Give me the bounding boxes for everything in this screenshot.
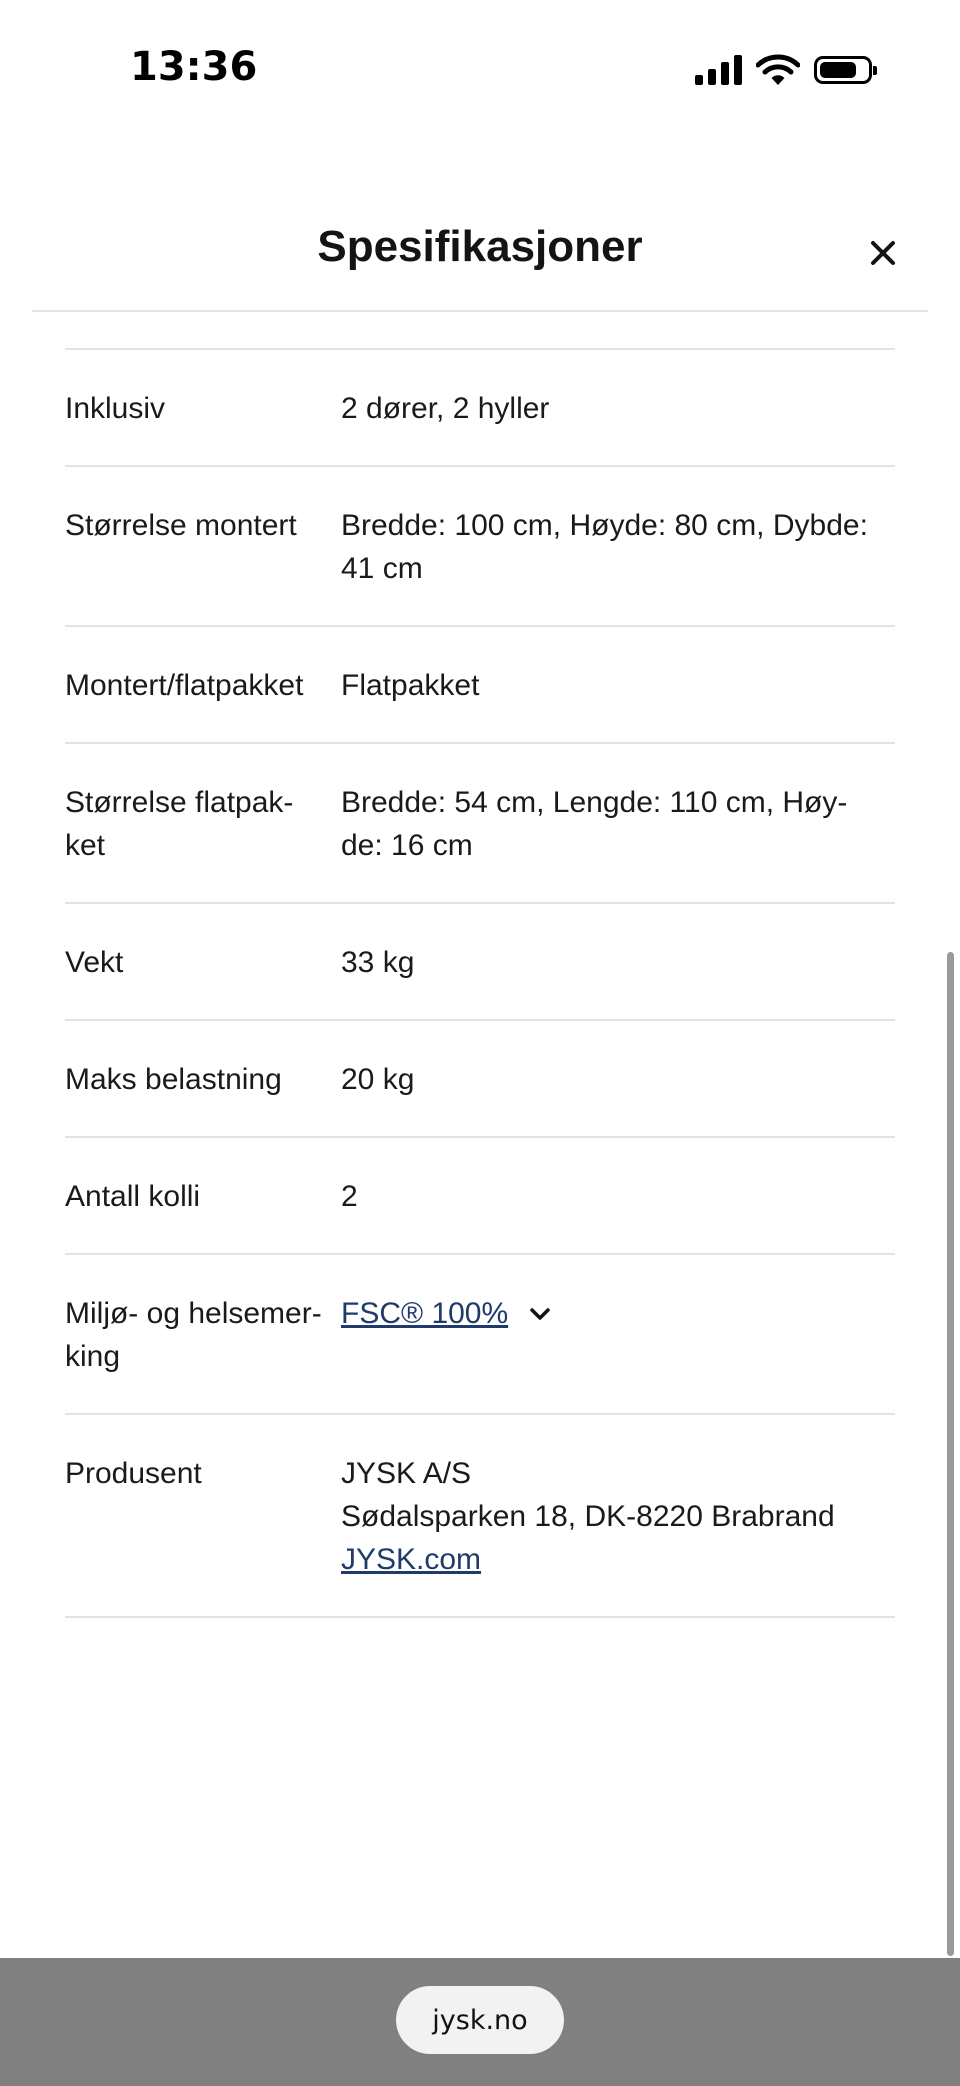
scrollbar[interactable] xyxy=(947,952,954,1956)
spec-value-line: Bredde: 100 cm, Høyde: 80 cm, Dybde: xyxy=(341,509,868,542)
status-icons xyxy=(695,50,872,90)
spec-row-storrelse-montert xyxy=(65,465,895,625)
spec-label: Produsent xyxy=(65,1457,202,1490)
close-button[interactable] xyxy=(856,226,910,280)
spec-value xyxy=(341,1452,895,1581)
battery-icon xyxy=(814,56,872,84)
spec-label xyxy=(65,1292,341,1378)
spec-value-line: de: 16 cm xyxy=(341,829,473,862)
fsc-link[interactable]: FSC® 100% xyxy=(341,1297,509,1330)
close-icon xyxy=(870,240,896,266)
spec-value: 20 kg xyxy=(341,1063,415,1096)
spec-row-montert-flatpakket xyxy=(65,625,895,742)
spec-list xyxy=(65,348,895,1618)
spec-label: Montert/flatpakket xyxy=(65,669,304,702)
spec-label-line: ket xyxy=(65,829,106,862)
spec-row-inklusiv xyxy=(65,348,895,465)
spec-value xyxy=(341,781,895,867)
spec-value: 2 xyxy=(341,1180,358,1213)
spec-value: 2 dører, 2 hyller xyxy=(341,392,550,425)
manufacturer-link[interactable]: JYSK.com xyxy=(341,1543,482,1576)
spec-row-antall-kolli xyxy=(65,1136,895,1253)
spec-row-storrelse-flatpakket xyxy=(65,742,895,902)
spec-label: Inklusiv xyxy=(65,392,166,425)
chevron-down-icon[interactable] xyxy=(526,1300,554,1328)
spec-label-line: Størrelse flatpak- xyxy=(65,786,294,819)
spec-label: Antall kolli xyxy=(65,1180,201,1213)
spec-value-line: 41 cm xyxy=(341,552,423,585)
sheet-header xyxy=(32,200,928,312)
spec-row-produsent xyxy=(65,1413,895,1618)
spec-value: 33 kg xyxy=(341,946,415,979)
spec-label-line: Miljø- og helsemer- xyxy=(65,1297,322,1330)
spec-label xyxy=(65,781,341,867)
status-time: 13:36 xyxy=(130,44,258,90)
spec-label: Maks belastning xyxy=(65,1063,282,1096)
spec-label: Størrelse montert xyxy=(65,509,297,542)
spec-label: Vekt xyxy=(65,946,124,979)
spec-value xyxy=(341,504,895,590)
spec-value-line: Bredde: 54 cm, Lengde: 110 cm, Høy- xyxy=(341,786,848,819)
eco-toggle[interactable] xyxy=(341,1292,895,1335)
manufacturer-address: Sødalsparken 18, DK-8220 Brabrand xyxy=(341,1500,835,1533)
signal-icon xyxy=(695,55,742,85)
wifi-icon xyxy=(756,53,800,87)
spec-row-miljo xyxy=(65,1253,895,1413)
spec-row-maks-belastning xyxy=(65,1019,895,1136)
manufacturer-name: JYSK A/S xyxy=(341,1457,472,1490)
browser-bar xyxy=(0,1958,960,2086)
spec-label-line: king xyxy=(65,1340,121,1373)
status-bar xyxy=(0,0,960,140)
spec-value: Flatpakket xyxy=(341,669,480,702)
sheet-title: Spesifikasjoner xyxy=(317,222,643,271)
url-pill[interactable]: jysk.no xyxy=(396,1986,564,2054)
spec-row-vekt xyxy=(65,902,895,1019)
spec-value xyxy=(341,1292,895,1335)
